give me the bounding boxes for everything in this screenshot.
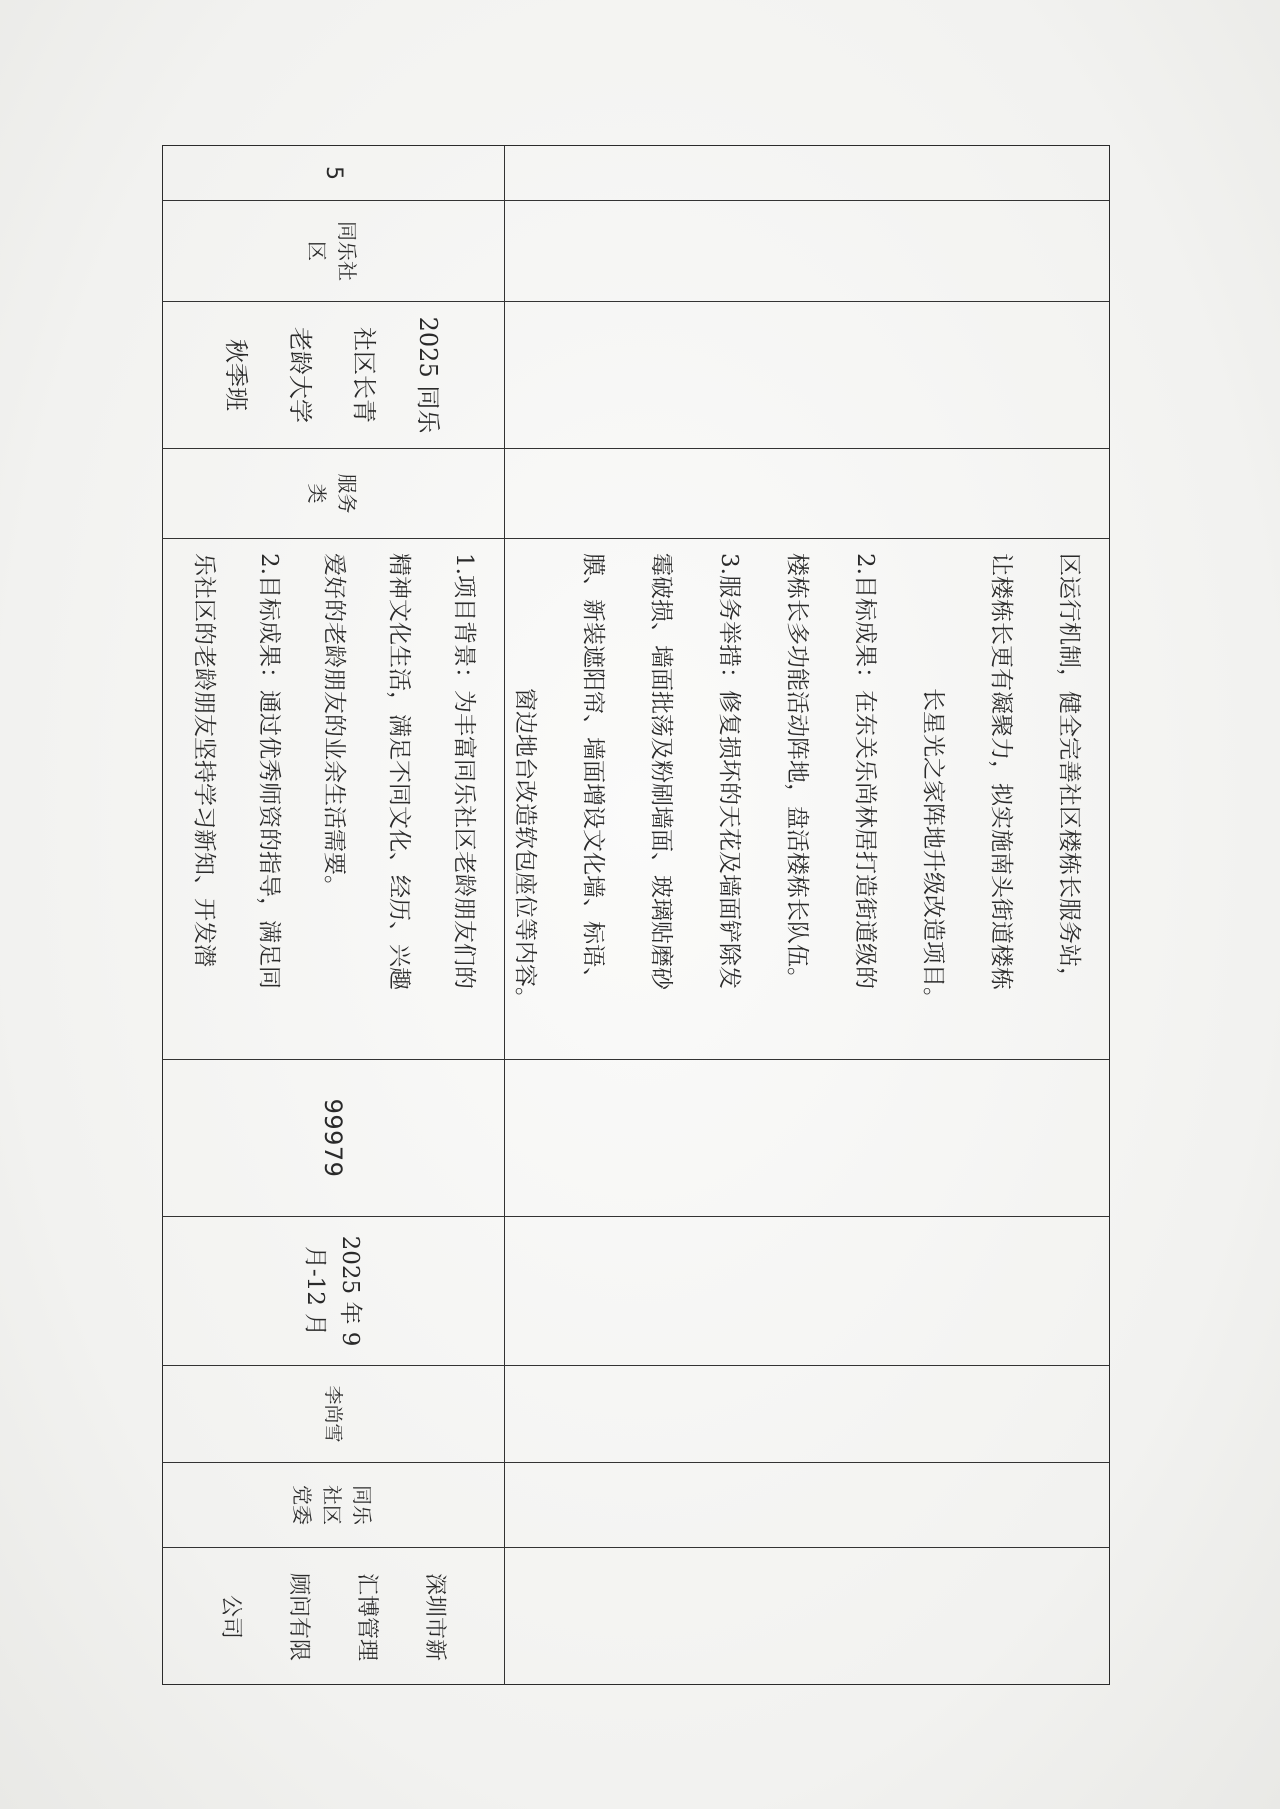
project-name-line: 社区长青: [350, 327, 379, 423]
cell-category-continued: [504, 449, 1109, 539]
unit-line: 党委: [290, 1485, 315, 1525]
content-line: 1.项目背景：为丰富同乐社区老龄朋友们的: [451, 553, 477, 989]
period-line: 2025 年 9: [337, 1235, 363, 1347]
org-line: 公司: [218, 1594, 244, 1639]
cell-unit: [162, 1463, 504, 1548]
cell-item-number: 5: [162, 146, 504, 201]
project-name-line: 老龄大学: [286, 327, 315, 423]
project-name-line: 秋季班: [222, 339, 251, 411]
project-table: [162, 145, 1110, 1685]
cell-community-continued: [504, 201, 1109, 302]
cell-period-continued: [504, 1217, 1109, 1366]
community-line: 区: [305, 241, 330, 261]
content-line: 霉破损、墙面批荡及粉刷墙面、玻璃贴磨砂: [648, 553, 674, 990]
cell-amount-continued: [504, 1060, 1109, 1217]
content-line: 3.服务举措：修复损坏的天花及墙面铲除发: [716, 553, 742, 989]
cell-project-name: [162, 302, 504, 449]
unit-line: 社区: [320, 1485, 345, 1525]
cell-category: [162, 449, 504, 539]
content-line: 2.目标成果：在东关乐尚林居打造街道级的: [852, 553, 878, 989]
category-line: 服务: [335, 473, 360, 514]
content-line: 区运行机制，健全完善社区楼栋长服务站，: [1056, 553, 1082, 990]
content-line: 爱好的老龄朋友的业余生活需要。: [321, 553, 347, 898]
cell-person-in-charge: 李尚雪: [162, 1366, 504, 1463]
content-line: 让楼栋长更有凝聚力，拟实施南头街道楼栋: [988, 553, 1014, 990]
content-line: 窗边地台改造软包座位等内容。: [512, 688, 538, 1010]
cell-project-name-continued: [504, 302, 1109, 449]
community-line: 同乐社: [335, 221, 360, 281]
cell-content-continued: [504, 539, 1109, 1060]
unit-line: 同乐: [350, 1485, 375, 1525]
cell-period: [162, 1217, 504, 1366]
rotated-table-frame: [162, 145, 1110, 1685]
content-line: 楼栋长多功能活动阵地，盘活楼栋长队伍。: [784, 553, 810, 990]
org-line: 汇博管理: [354, 1572, 380, 1661]
content-line: 精神文化生活，满足不同文化、经历、兴趣: [386, 553, 412, 990]
org-line: 深圳市新: [422, 1572, 448, 1661]
cell-organization: [162, 1548, 504, 1685]
cell-person-continued: [504, 1366, 1109, 1463]
cell-amount: 99979: [162, 1060, 504, 1217]
cell-no-continued: [504, 146, 1109, 201]
cell-unit-continued: [504, 1463, 1109, 1548]
org-line: 顾问有限: [286, 1572, 312, 1661]
period-line: 月-12 月: [302, 1245, 329, 1337]
cell-content: [162, 539, 504, 1060]
project-name-line: 2025 同乐: [414, 316, 443, 434]
content-line: 2.目标成果：通过优秀师资的指导，满足同: [256, 553, 282, 989]
content-line: 长星光之家阵地升级改造项目。: [920, 688, 946, 1010]
content-line: 乐社区的老龄朋友坚持学习新知、开发潜: [191, 553, 217, 967]
cell-community: [162, 201, 504, 302]
category-line: 类: [305, 483, 330, 504]
content-line: 膜、新装遮阳帘、墙面增设文化墙、标语、: [580, 553, 606, 990]
cell-org-continued: [504, 1548, 1109, 1685]
